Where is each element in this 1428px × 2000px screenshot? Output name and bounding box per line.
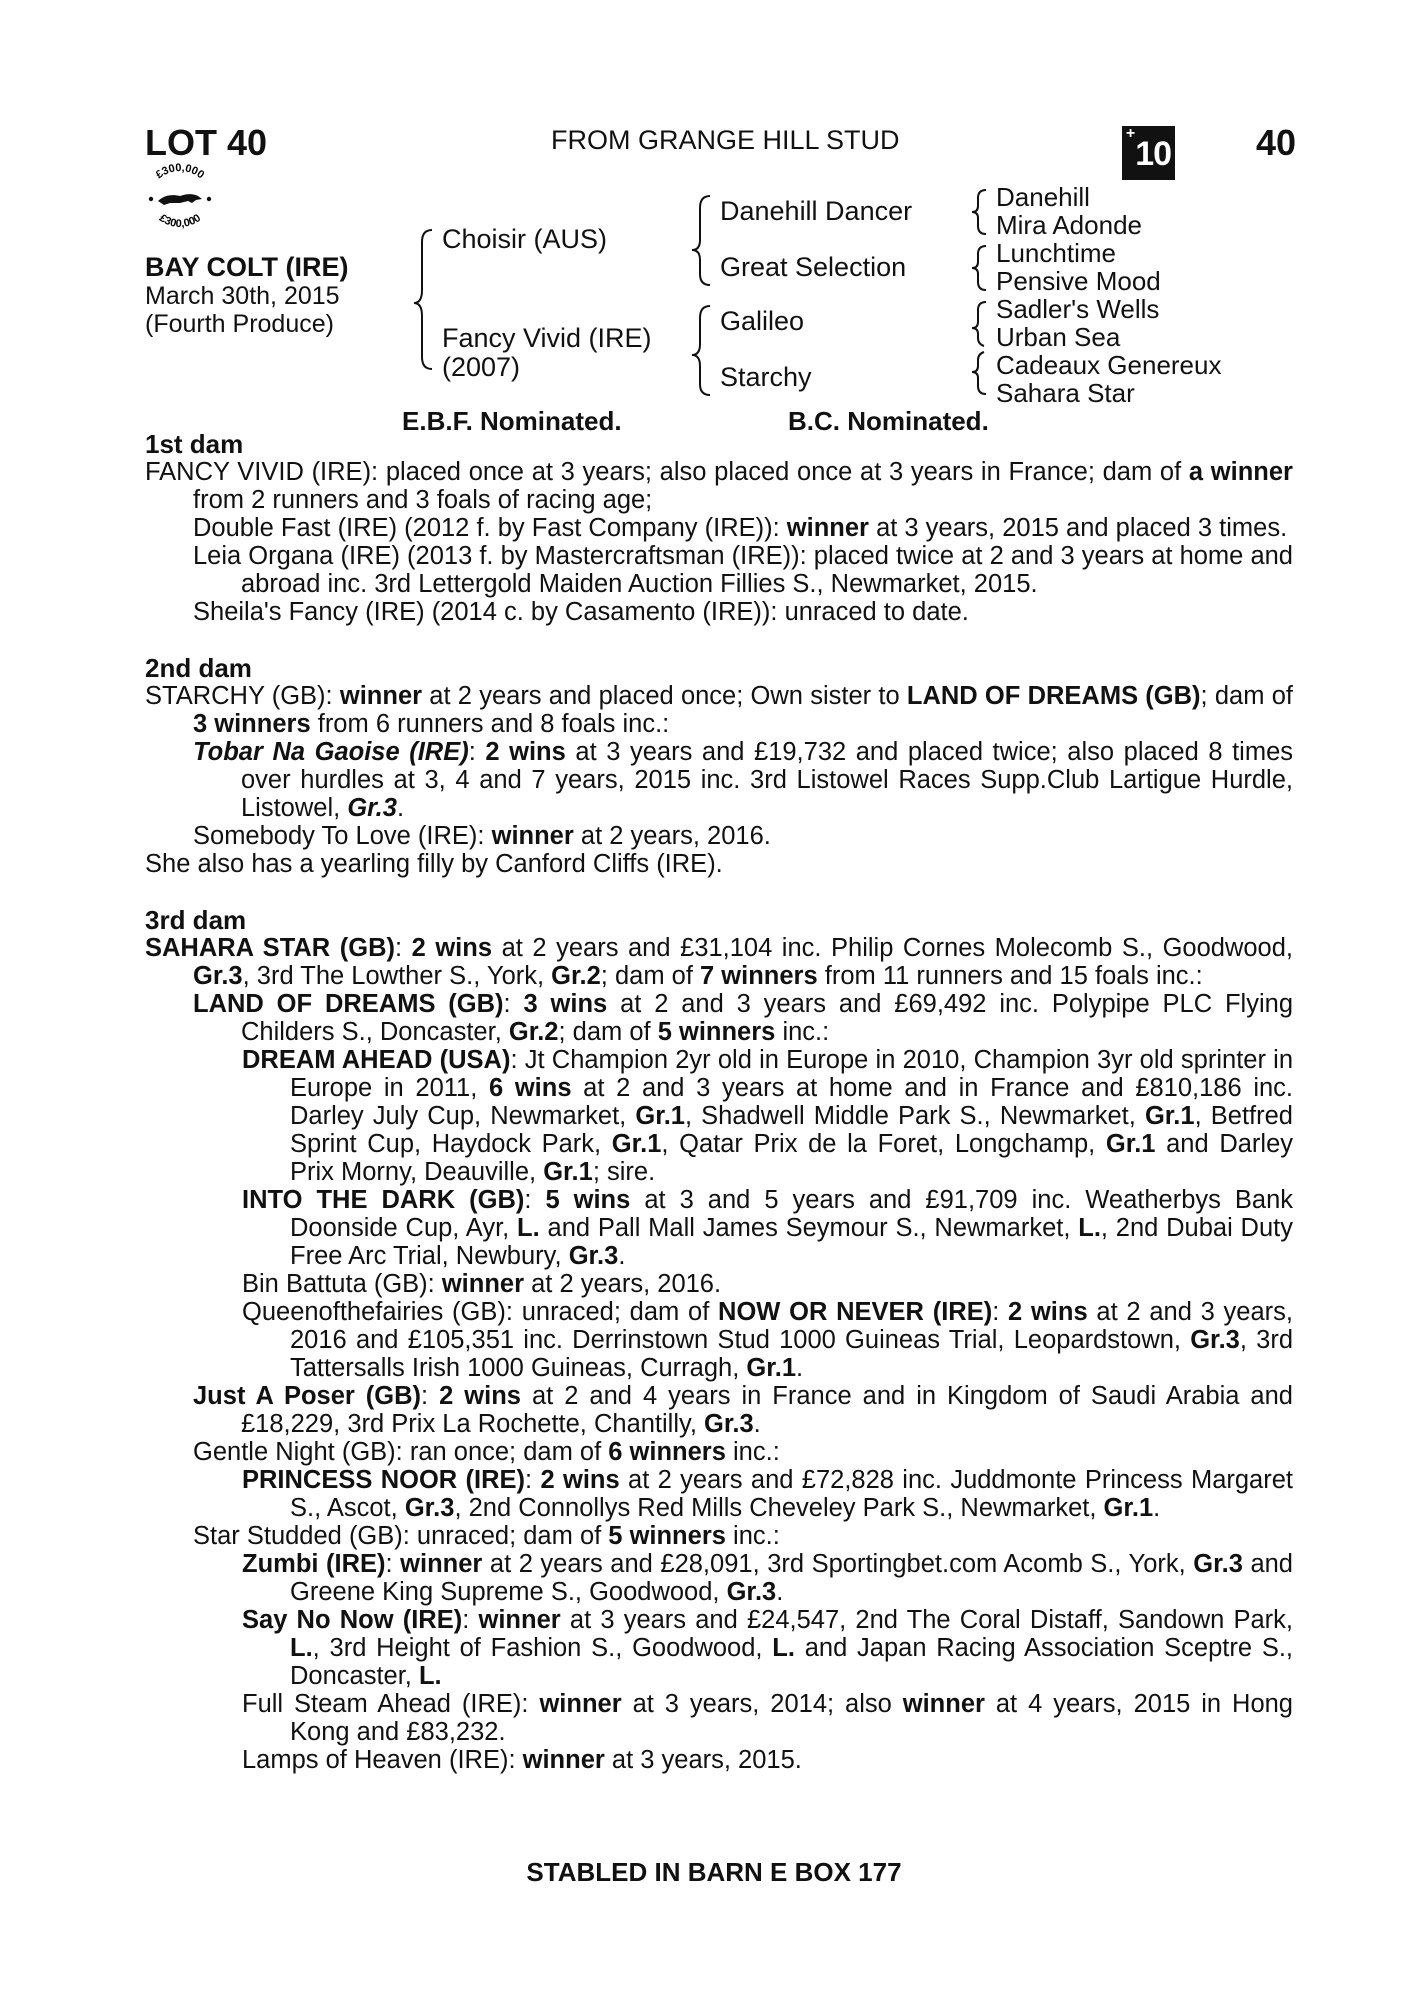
- bold-run: 3 wins: [523, 990, 608, 1018]
- text-run: .: [796, 1354, 804, 1382]
- bold-run: 2 wins: [1008, 1298, 1088, 1326]
- lot-title: LOT 40: [145, 122, 268, 163]
- progeny-entry: Leia Organa (IRE) (2013 f. by Mastercraftsman (IRE)): placed twice at 2 and 3 years at home and abroad inc. 3rd Lettergold Maiden Auction Fillies S., Newmarket, 2015.: [193, 542, 1293, 598]
- bold-run: L.: [517, 1214, 540, 1242]
- g3-2: Mira Adonde: [996, 210, 1142, 240]
- dam-sire: Galileo: [720, 306, 805, 336]
- sire-dam: Great Selection: [720, 252, 907, 282]
- text-run: Lamps of Heaven (IRE):: [242, 1746, 523, 1774]
- seal-top-text: £300,000: [153, 163, 207, 182]
- bold-run: 7 winners: [700, 962, 818, 990]
- text-run: , Betfred Sprint Cup, Haydock Park,: [290, 1102, 1293, 1158]
- progeny-entry: Double Fast (IRE) (2012 f. by Fast Company (IRE)): winner at 3 years, 2015 and placed 3 times.: [193, 514, 1288, 542]
- bold-run: winner: [400, 1550, 483, 1578]
- text-run: at 3 years, 2014; also: [621, 1690, 903, 1718]
- progeny-entry: [145, 1186, 1293, 1270]
- text-run: at 3 and 5 years and £91,709 inc. Weatherbys Bank Doonside Cup, Ayr,: [290, 1186, 1294, 1242]
- seal-bottom-text: £300,000: [156, 212, 204, 231]
- bold-run: Gr.1: [611, 1130, 662, 1158]
- bold-run: Gr.2: [551, 962, 601, 990]
- progeny-entry: [145, 1270, 1293, 1298]
- text-run: :: [385, 1550, 401, 1578]
- text-run: from 11 runners and 15 foals inc.:: [817, 962, 1203, 990]
- first-dam-heading: 1st dam: [145, 429, 244, 459]
- text-run: at 2 years and £31,104 inc. Philip Cornes Molecomb S., Goodwood,: [492, 934, 1293, 962]
- bold-run: Zumbi (IRE): [242, 1550, 386, 1578]
- text-run: at 2 years and £28,091, 3rd Sportingbet.com Acomb S., York,: [482, 1550, 1194, 1578]
- text-run: .: [618, 1242, 626, 1270]
- text-run: :: [525, 1466, 541, 1494]
- progeny-entry: [145, 990, 1293, 1046]
- text-run: at 2 years, 2016.: [524, 1270, 722, 1298]
- progeny-entry: Somebody To Love (IRE): winner at 2 years, 2016.: [193, 822, 771, 850]
- dam-year: (2007): [442, 352, 521, 382]
- bold-run: Gr.3: [1193, 1550, 1243, 1578]
- bold-run: winner: [441, 1270, 525, 1298]
- text-run: Queenofthefairies (GB): unraced; dam of: [242, 1298, 719, 1326]
- dam: Fancy Vivid (IRE): [442, 323, 652, 353]
- bold-run: Say No Now (IRE): [242, 1606, 463, 1634]
- bold-run: L.: [1078, 1214, 1101, 1242]
- horse-name: BAY COLT (IRE): [145, 252, 349, 282]
- produce-note: (Fourth Produce): [145, 310, 334, 338]
- text-run: Bin Battuta (GB):: [242, 1270, 442, 1298]
- text-run: ; dam of: [558, 1018, 658, 1046]
- sire: Choisir (AUS): [442, 224, 608, 254]
- progeny-entry: [145, 1382, 1293, 1438]
- bold-run: winner: [522, 1746, 605, 1774]
- text-run: and Pall Mall James Seymour S., Newmarket,: [539, 1214, 1079, 1242]
- bold-run: 2 wins: [540, 1466, 620, 1494]
- bold-run: 6 winners: [608, 1438, 726, 1466]
- g3-1: Danehill: [996, 182, 1090, 212]
- yearling-note: She also has a yearling filly by Canford Cliffs (IRE).: [145, 850, 723, 878]
- text-run: :: [524, 1186, 546, 1214]
- bc-nomination: B.C. Nominated.: [788, 406, 989, 436]
- text-run: at 3 years, 2015.: [604, 1746, 802, 1774]
- bold-run: 2 wins: [439, 1382, 521, 1410]
- progeny-entry: [145, 1438, 1293, 1466]
- text-run: at 4 years, 2015 in Hong Kong and £83,232.: [290, 1690, 1293, 1746]
- text-run: at 2 years and £72,828 inc. Juddmonte Princess Margaret S., Ascot,: [290, 1466, 1293, 1522]
- lot-number: 40: [1255, 122, 1296, 163]
- g3-4: Pensive Mood: [996, 266, 1161, 296]
- third-dam-entry: [145, 934, 1293, 990]
- text-run: , 3rd Tattersalls Irish 1000 Guineas, Curragh,: [290, 1326, 1293, 1382]
- consignor: FROM GRANGE HILL STUD: [551, 125, 900, 155]
- text-run: at 2 and 3 years and £69,492 inc. Polypipe PLC Flying Childers S., Doncaster,: [241, 990, 1294, 1046]
- text-run: at 3 years and £24,547, 2nd The Coral Distaff, Sandown Park,: [560, 1606, 1294, 1634]
- text-run: Gentle Night (GB): ran once; dam of: [193, 1438, 609, 1466]
- text-run: at 2 and 3 years, 2016 and £105,351 inc. Derrinstown Stud 1000 Guineas Trial, Leopardstown,: [290, 1298, 1293, 1354]
- dam-dam: Starchy: [720, 362, 812, 392]
- ebf-nomination: E.B.F. Nominated.: [402, 406, 622, 436]
- text-run: .: [776, 1578, 784, 1606]
- bold-run: 5 winners: [657, 1018, 776, 1046]
- text-run: : Jt Champion 2yr old in Europe in 2010, Champion 3yr old sprinter in Europe in 2011,: [290, 1046, 1293, 1102]
- progeny-entry: [145, 1298, 1293, 1382]
- text-run: , 3rd Height of Fashion S., Goodwood,: [312, 1634, 773, 1662]
- bold-run: Gr.1: [543, 1158, 593, 1186]
- bold-run: 5 winners: [608, 1522, 726, 1550]
- bold-run: INTO THE DARK (GB): [242, 1186, 525, 1214]
- bold-run: Gr.1: [1105, 1130, 1156, 1158]
- bold-run: 6 wins: [488, 1074, 572, 1102]
- bold-run: NOW OR NEVER (IRE): [718, 1298, 993, 1326]
- progeny-entry: [145, 1606, 1293, 1690]
- badge-number: 10: [1135, 135, 1172, 173]
- g3-3: Lunchtime: [996, 238, 1116, 268]
- progeny-entry: [145, 1522, 1293, 1550]
- bold-run: L.: [772, 1634, 795, 1662]
- text-run: :: [992, 1298, 1009, 1326]
- bold-run: DREAM AHEAD (USA): [242, 1046, 511, 1074]
- bold-run: Gr.3: [193, 962, 243, 990]
- g3-5: Sadler's Wells: [996, 294, 1160, 324]
- bold-run: Gr.1: [635, 1102, 685, 1130]
- bold-run: PRINCESS NOOR (IRE): [242, 1466, 526, 1494]
- text-run: .: [1153, 1494, 1161, 1522]
- text-run: :: [421, 1382, 440, 1410]
- progeny-entry: Tobar Na Gaoise (IRE): 2 wins at 3 years and £19,732 and placed twice; also placed 8 times over hurdles at 3, 4 and 7 years, 2015 inc. 3rd Listowel Races Supp.Club Lartigue Hurdle, Listowel, Gr.3.: [193, 738, 1294, 822]
- bold-run: SAHARA STAR (GB): [145, 934, 395, 962]
- progeny-entry: [145, 1466, 1293, 1522]
- sire-sire: Danehill Dancer: [720, 196, 913, 226]
- g3-6: Urban Sea: [996, 322, 1121, 352]
- bold-run: Gr.3: [1190, 1326, 1240, 1354]
- text-run: Star Studded (GB): unraced; dam of: [193, 1522, 609, 1550]
- bold-run: Gr.1: [746, 1354, 797, 1382]
- text-run: :: [394, 934, 412, 962]
- text-run: at 2 and 4 years in France and in Kingdom of Saudi Arabia and £18,229, 3rd Prix La Rochette, Chantilly,: [241, 1382, 1293, 1438]
- pedigree-notes: [145, 430, 1293, 1774]
- bold-run: Gr.3: [404, 1494, 455, 1522]
- foaling-date: March 30th, 2015: [145, 282, 340, 310]
- progeny-entry: [145, 1746, 1293, 1774]
- bold-run: winner: [539, 1690, 622, 1718]
- text-run: ; sire.: [592, 1158, 656, 1186]
- bold-run: Gr.1: [1103, 1494, 1154, 1522]
- badge-plus: +: [1125, 125, 1135, 142]
- third-dam-heading: 3rd dam: [145, 905, 247, 935]
- bold-run: L.: [290, 1634, 313, 1662]
- text-run: and Greene King Supreme S., Goodwood,: [290, 1550, 1293, 1606]
- bold-run: winner: [478, 1606, 561, 1634]
- g3-8: Sahara Star: [996, 378, 1135, 408]
- bold-run: 2 wins: [411, 934, 493, 962]
- text-run: , 2nd Dubai Duty Free Arc Trial, Newbury,: [290, 1214, 1293, 1270]
- bold-run: L.: [418, 1662, 442, 1690]
- progeny-entry: [145, 1690, 1293, 1746]
- text-run: .: [753, 1410, 761, 1438]
- bold-run: Gr.3: [704, 1410, 754, 1438]
- text-run: :: [462, 1606, 479, 1634]
- bold-run: Just A Poser (GB): [193, 1382, 422, 1410]
- second-dam-entry: STARCHY (GB): winner at 2 years and placed once; Own sister to LAND OF DREAMS (GB); dam of 3 winners from 6 runners and 8 foals inc.:: [145, 682, 1293, 738]
- bold-run: Gr.1: [1144, 1102, 1195, 1130]
- text-run: , 3rd The Lowther S., York,: [242, 962, 552, 990]
- text-run: Full Steam Ahead (IRE):: [242, 1690, 540, 1718]
- first-dam-entry: FANCY VIVID (IRE): placed once at 3 years; also placed once at 3 years in France; dam of a winner from 2 runners and 3 foals of racing age;: [145, 458, 1293, 514]
- text-run: , Shadwell Middle Park S., Newmarket,: [684, 1102, 1145, 1130]
- text-run: inc.:: [775, 1018, 830, 1046]
- progeny-entry: [145, 1550, 1293, 1606]
- second-dam-heading: 2nd dam: [145, 653, 252, 683]
- text-run: :: [503, 990, 524, 1018]
- text-run: inc.:: [725, 1438, 780, 1466]
- bold-run: Gr.2: [508, 1018, 559, 1046]
- bold-run: 5 wins: [545, 1186, 631, 1214]
- text-run: , Qatar Prix de la Foret, Longchamp,: [661, 1130, 1106, 1158]
- text-run: and Japan Racing Association Sceptre S., Doncaster,: [290, 1634, 1293, 1690]
- text-run: inc.:: [725, 1522, 780, 1550]
- text-run: , 2nd Connollys Red Mills Cheveley Park S., Newmarket,: [454, 1494, 1104, 1522]
- bold-run: LAND OF DREAMS (GB): [193, 990, 504, 1018]
- text-run: ; dam of: [600, 962, 701, 990]
- text-run: and Darley Prix Morny, Deauville,: [290, 1130, 1294, 1186]
- bold-run: winner: [902, 1690, 985, 1718]
- progeny-entry: [145, 1046, 1293, 1186]
- progeny-entry: Sheila's Fancy (IRE) (2014 c. by Casamento (IRE)): unraced to date.: [193, 598, 969, 626]
- stabling-note: STABLED IN BARN E BOX 177: [526, 1857, 902, 1887]
- g3-7: Cadeaux Genereux: [996, 350, 1222, 380]
- bold-run: Gr.3: [726, 1578, 777, 1606]
- text-run: at 2 and 3 years at home and in France and £810,186 inc. Darley July Cup, Newmarket,: [290, 1074, 1294, 1130]
- bold-run: Gr.3: [568, 1242, 619, 1270]
